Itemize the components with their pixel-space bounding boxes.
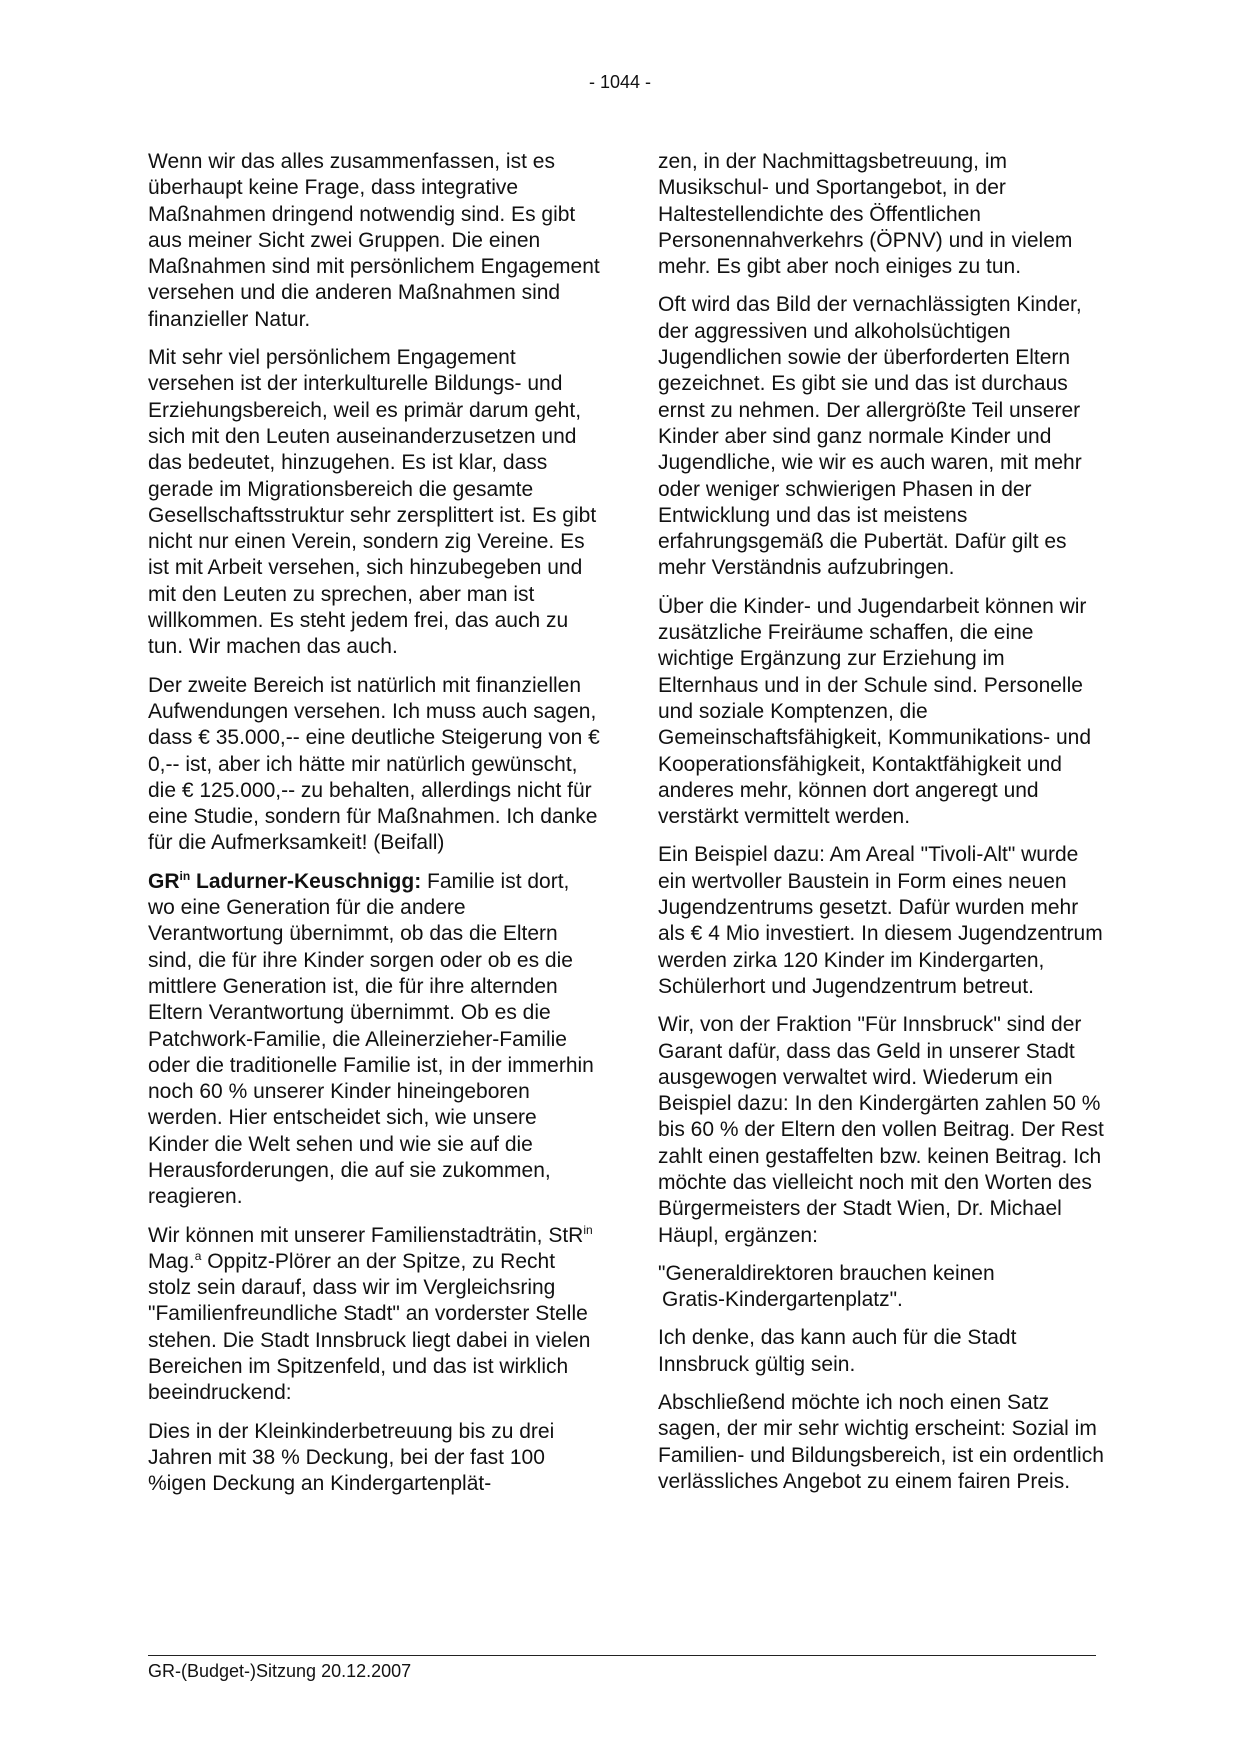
text-segment: Mag. <box>148 1249 195 1273</box>
paragraph: Über die Kinder- und Jugendarbeit können wir zusätzliche Freiräume schaffen, die eine wichtige Ergänzung zur Erziehung im Elternhaus und in der Schule sind. Personelle und soziale Komptenzen, die Gemeinschaftsfähigkeit, Kommunikations- und Kooperationsfähigkeit, Kontaktfähigkeit und anderes mehr, können dort angeregt und verstärkt vermittelt werden. <box>658 594 1092 829</box>
speaker-surname: Ladurner-Keuschnigg: <box>190 869 422 893</box>
speaker-paragraph <box>148 869 600 1211</box>
paragraph: Mit sehr viel persönlichem Engagement versehen ist der interkulturelle Bildungs- und Erziehungsbereich, weil es primär darum geht, sich mit den Leuten auseinanderzusetzen und das bedeutet, hinzugehen. Es ist klar, dass gerade im Migrationsbereich die gesamte Gesellschaftsstruktur sehr zersplittert ist. Es gibt nicht nur einen Verein, sondern zig Vereine. Es ist mit Arbeit versehen, sich hinzubegeben und mit den Leuten zu sprechen, aber man ist willkommen. Es steht jedem frei, das auch zu tun. Wir machen das auch. <box>148 346 597 659</box>
footer-divider <box>148 1655 1096 1656</box>
paragraph: Abschließend möchte ich noch einen Satz sagen, der mir sehr wichtig erscheint: Sozial im Familien- und Bildungsbereich, ist ein ordentlich verlässliches Angebot zu einem fairen Preis. <box>658 1391 1104 1493</box>
left-column <box>148 149 600 1510</box>
paragraph: Oft wird das Bild der vernachlässigten Kinder, der aggressiven und alkoholsüchtigen Jugendlichen sowie der überforderten Eltern gezeichnet. Es gibt sie und das ist durchaus ernst zu nehmen. Der allergrößte Teil unserer Kinder aber sind ganz normale Kinder und Jugendliche, wie wir es auch waren, mit mehr oder weniger schwierigen Phasen in der Entwicklung und das ist meistens erfahrungsgemäß die Pubertät. Dafür gilt es mehr Verständnis aufzubringen. <box>658 293 1082 580</box>
paragraph: Der zweite Bereich ist natürlich mit finanziellen Aufwendungen versehen. Ich muss auch sagen, dass € 35.000,-- eine deutliche Steigerung von € 0,-- ist, aber ich hätte mir natürlich gewünscht, die € 125.000,-- zu behalten, allerdings nicht für eine Studie, sondern für Maßnahmen. Ich danke für die Aufmerksamkeit! (Beifall) <box>148 673 600 855</box>
page-number: - 1044 - <box>588 72 652 92</box>
paragraph: Wenn wir das alles zusammenfassen, ist es überhaupt keine Frage, dass integrative Maßnahmen dringend notwendig sind. Es gibt aus meiner Sicht zwei Gruppen. Die einen Maßnahmen sind mit persönlichem Engagement versehen und die anderen Maßnahmen sind finanzieller Natur. <box>148 150 600 331</box>
speaker-title: GR <box>148 869 180 893</box>
quote-line: "Generaldirektoren brauchen keinen <box>658 1261 995 1285</box>
paragraph: Dies in der Kleinkinderbetreuung bis zu drei Jahren mit 38 % Deckung, bei der fast 100 %igen Deckung an Kindergartenplät- <box>148 1419 555 1496</box>
superscript: in <box>583 1222 593 1237</box>
speaker-title-sup: in <box>179 868 191 883</box>
footer-text: GR-(Budget-)Sitzung 20.12.2007 <box>148 1661 412 1681</box>
paragraph: Ein Beispiel dazu: Am Areal "Tivoli-Alt" wurde ein wertvoller Baustein in Form eines neuen Jugendzentrums gesetzt. Dafür wurden mehr als € 4 Mio investiert. In diesem Jugendzentrum werden zirka 120 Kinder im Kindergarten, Schülerhort und Jugendzentrum betreut. <box>658 843 1103 998</box>
quote <box>658 1261 1110 1314</box>
paragraph: Wir, von der Fraktion "Für Innsbruck" sind der Garant dafür, dass das Geld in unserer Stadt ausgewogen verwaltet wird. Wiederum ein Beispiel dazu: In den Kindergärten zahlen 50 % bis 60 % der Eltern den vollen Beitrag. Der Rest zahlt einen gestaffelten bzw. keinen Beitrag. Ich möchte das vielleicht noch mit den Worten des Bürgermeisters der Stadt Wien, Dr. Michael Häupl, ergänzen: <box>658 1013 1104 1247</box>
paragraph: zen, in der Nachmittagsbetreuung, im Musikschul- und Sportangebot, in der Haltestellendichte des Öffentlichen Personennahverkehrs (ÖPNV) und in vielem mehr. Es gibt aber noch einiges zu tun. <box>658 150 1073 279</box>
speech-text: Familie ist dort, wo eine Generation für die andere Verantwortung übernimmt, ob das die Eltern sind, die für ihre Kinder sorgen oder ob es die mittlere Generation ist, die für ihre alternden Eltern Verantwortung übernimmt. Ob es die Patchwork-Familie, die Alleinerzieher-Familie oder die traditionelle Familie ist, in der immerhin noch 60 % unserer Kinder hineingeboren werden. Hier entscheidet sich, wie unsere Kinder die Welt sehen und wie sie auf die Herausforderungen, die auf sie zukommen, reagieren. <box>148 869 594 1209</box>
paragraph <box>148 1223 600 1407</box>
right-column <box>658 149 1110 1507</box>
text-segment: Wir können mit unserer Familienstadträtin, StR <box>148 1223 584 1247</box>
quote-line: Gratis-Kindergartenplatz". <box>662 1288 903 1312</box>
speaker-name <box>148 870 421 893</box>
paragraph: Ich denke, das kann auch für die Stadt Innsbruck gültig sein. <box>658 1326 1017 1376</box>
text-segment: Oppitz-Plörer an der Spitze, zu Recht stolz sein darauf, dass wir im Vergleichsring "Familienfreundliche Stadt" an vorderster Stelle stehen. Die Stadt Innsbruck liegt dabei in vielen Bereichen im Spitzenfeld, und das ist wirklich beeindruckend: <box>148 1249 591 1405</box>
superscript: a <box>194 1248 202 1263</box>
